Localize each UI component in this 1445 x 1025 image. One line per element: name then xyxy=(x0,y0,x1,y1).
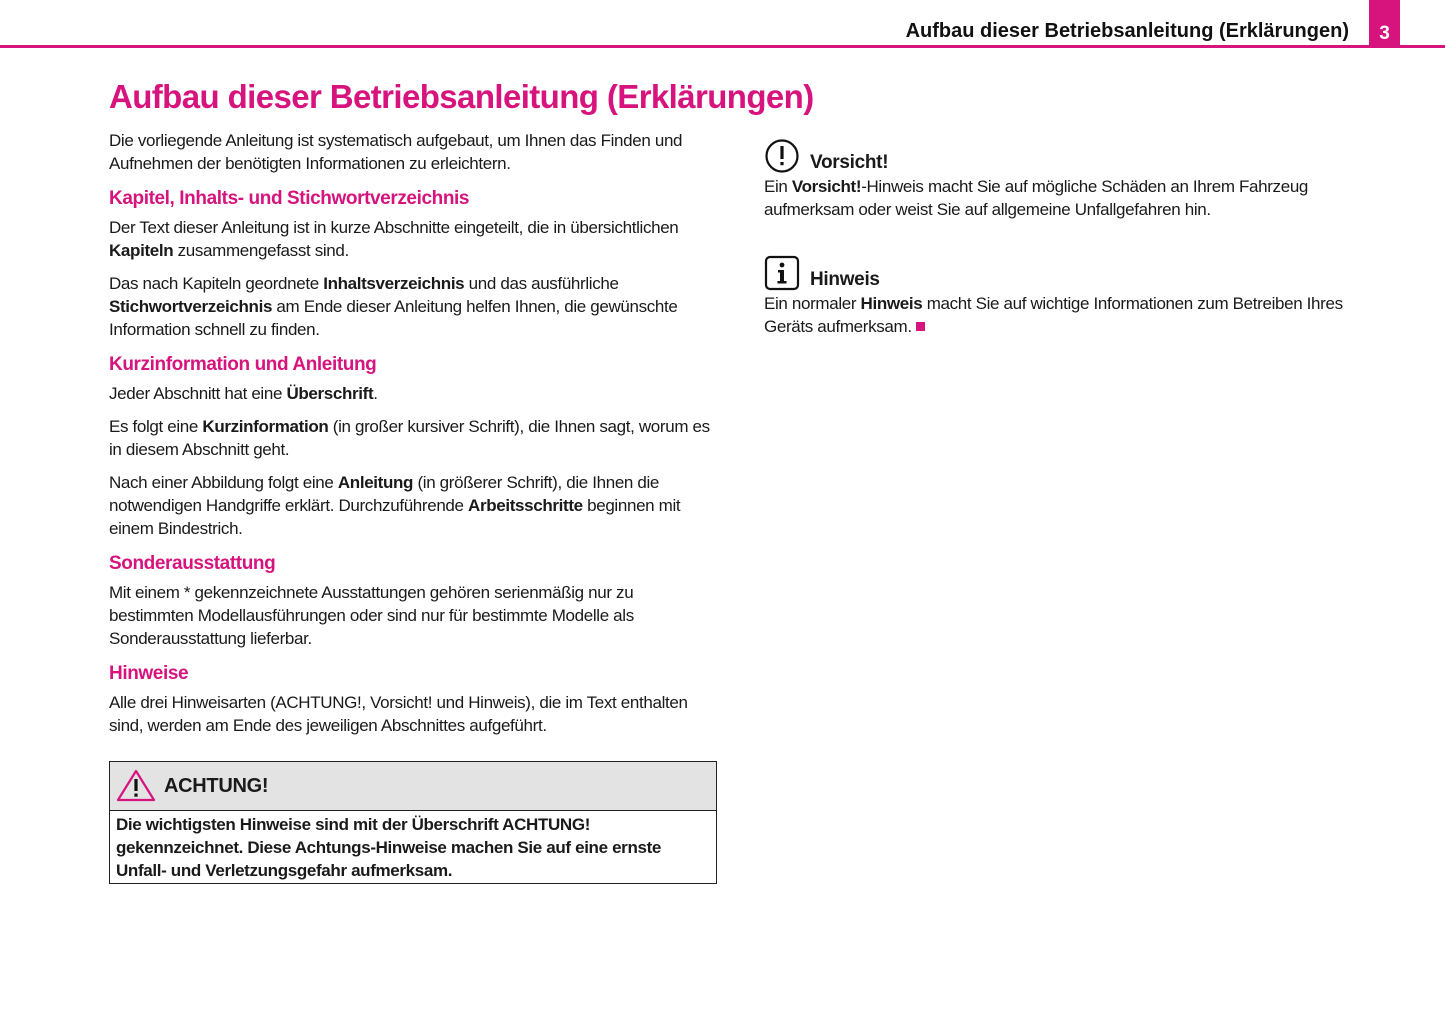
info-note-header xyxy=(764,251,1374,291)
note-body xyxy=(764,292,1374,338)
section-heading-sonderausstattung: Sonderausstattung xyxy=(109,553,276,574)
bold-term-anleitung: Anleitung xyxy=(337,473,414,492)
text-run: Jeder Abschnitt hat eine xyxy=(109,384,287,403)
kurzinfo-paragraph-3 xyxy=(109,471,719,540)
caution-note-header xyxy=(764,134,1374,174)
text-run: Der Text dieser Anleitung ist in kurze Abschnitte eingeteilt, die in übersichtlichen xyxy=(109,218,679,237)
text-run: Ein normaler xyxy=(764,294,861,313)
bold-term-kapiteln: Kapiteln xyxy=(109,241,174,260)
page-number-tab: 3 xyxy=(1369,0,1400,45)
page-title: Aufbau dieser Betriebsanleitung (Erklärungen) xyxy=(109,78,814,115)
bold-term-hinweis: Hinweis xyxy=(860,294,923,313)
achtung-warning-box xyxy=(109,761,717,884)
text-run: am Ende dieser Anleitung helfen Ihnen, die gewünschte Information schnell zu finden. xyxy=(109,297,678,339)
section-heading-kapitel: Kapitel, Inhalts- und Stichwortverzeichnis xyxy=(109,188,470,209)
caution-body xyxy=(764,175,1374,221)
text-run: zusammengefasst sind. xyxy=(173,241,349,260)
left-column xyxy=(109,129,719,884)
text-run: Ein xyxy=(764,177,792,196)
bold-term-inhaltsverzeichnis: Inhaltsverzeichnis xyxy=(323,274,465,293)
text-run: Das nach Kapiteln geordnete xyxy=(109,274,324,293)
text-run: -Hinweis macht Sie auf mögliche Schäden an Ihrem Fahrzeug aufmerksam oder weist Sie auf allgemeine Unfallgefahren hin. xyxy=(764,177,1309,219)
note-title: Hinweis xyxy=(810,269,880,290)
text-run: macht Sie auf wichtige Informationen zum Betreiben Ihres Geräts aufmerksam. xyxy=(764,294,1343,336)
caution-exclamation-icon xyxy=(764,138,800,174)
warning-body: Die wichtigsten Hinweise sind mit der Überschrift ACHTUNG! gekennzeichnet. Diese Achtungs-Hinweise machen Sie auf eine ernste Unfall- und Verletzungsgefahr aufmerksam. xyxy=(116,815,661,880)
bold-term-stichwortverzeichnis: Stichwortverzeichnis xyxy=(109,297,273,316)
section-heading-hinweise: Hinweise xyxy=(109,663,189,684)
section-heading-kurzinfo: Kurzinformation und Anleitung xyxy=(109,354,377,375)
bold-term-vorsicht: Vorsicht! xyxy=(791,177,862,196)
section-end-marker xyxy=(916,322,925,331)
info-note-icon xyxy=(764,255,800,291)
header-rule xyxy=(0,45,1445,48)
warning-title: ACHTUNG! xyxy=(164,774,269,797)
text-run: (in größerer Schrift), die Ihnen die notwendigen Handgriffe erklärt. Durchzuführende xyxy=(109,473,660,515)
text-run: . xyxy=(373,384,378,403)
warning-box-header xyxy=(110,762,716,811)
caution-note xyxy=(764,134,1374,221)
kapitel-paragraph-2 xyxy=(109,272,719,341)
bold-term-kurzinformation: Kurzinformation xyxy=(202,417,329,436)
text-run: Es folgt eine xyxy=(109,417,203,436)
text-run: und das ausführliche xyxy=(464,274,619,293)
caution-title: Vorsicht! xyxy=(810,152,889,173)
text-run: Nach einer Abbildung folgt eine xyxy=(109,473,338,492)
right-column xyxy=(764,134,1374,368)
running-header-title: Aufbau dieser Betriebsanleitung (Erklärungen) xyxy=(905,20,1349,42)
bold-term-ueberschrift: Überschrift xyxy=(286,384,374,403)
text-run: beginnen mit einem Bindestrich. xyxy=(109,496,681,538)
kapitel-paragraph-1 xyxy=(109,216,719,262)
bold-term-arbeitsschritte: Arbeitsschritte xyxy=(468,496,583,515)
sonderausstattung-paragraph: Mit einem * gekennzeichnete Ausstattungen gehören serienmäßig nur zu bestimmten Modellausführungen oder sind nur für bestimmte Modelle als Sonderausstattung lieferbar. xyxy=(109,583,634,648)
running-header xyxy=(0,0,1445,48)
warning-triangle-icon xyxy=(116,769,156,803)
info-note xyxy=(764,251,1374,338)
intro-paragraph: Die vorliegende Anleitung ist systematisch aufgebaut, um Ihnen das Finden und Aufnehmen der benötigten Informationen zu erleichtern. xyxy=(109,131,683,173)
kurzinfo-paragraph-1 xyxy=(109,382,719,405)
text-run: (in großer kursiver Schrift), die Ihnen sagt, worum es in diesem Abschnitt geht. xyxy=(109,417,710,459)
kurzinfo-paragraph-2 xyxy=(109,415,719,461)
hinweise-paragraph: Alle drei Hinweisarten (ACHTUNG!, Vorsicht! und Hinweis), die im Text enthalten sind, werden am Ende des jeweiligen Abschnittes aufgeführt. xyxy=(109,693,688,735)
